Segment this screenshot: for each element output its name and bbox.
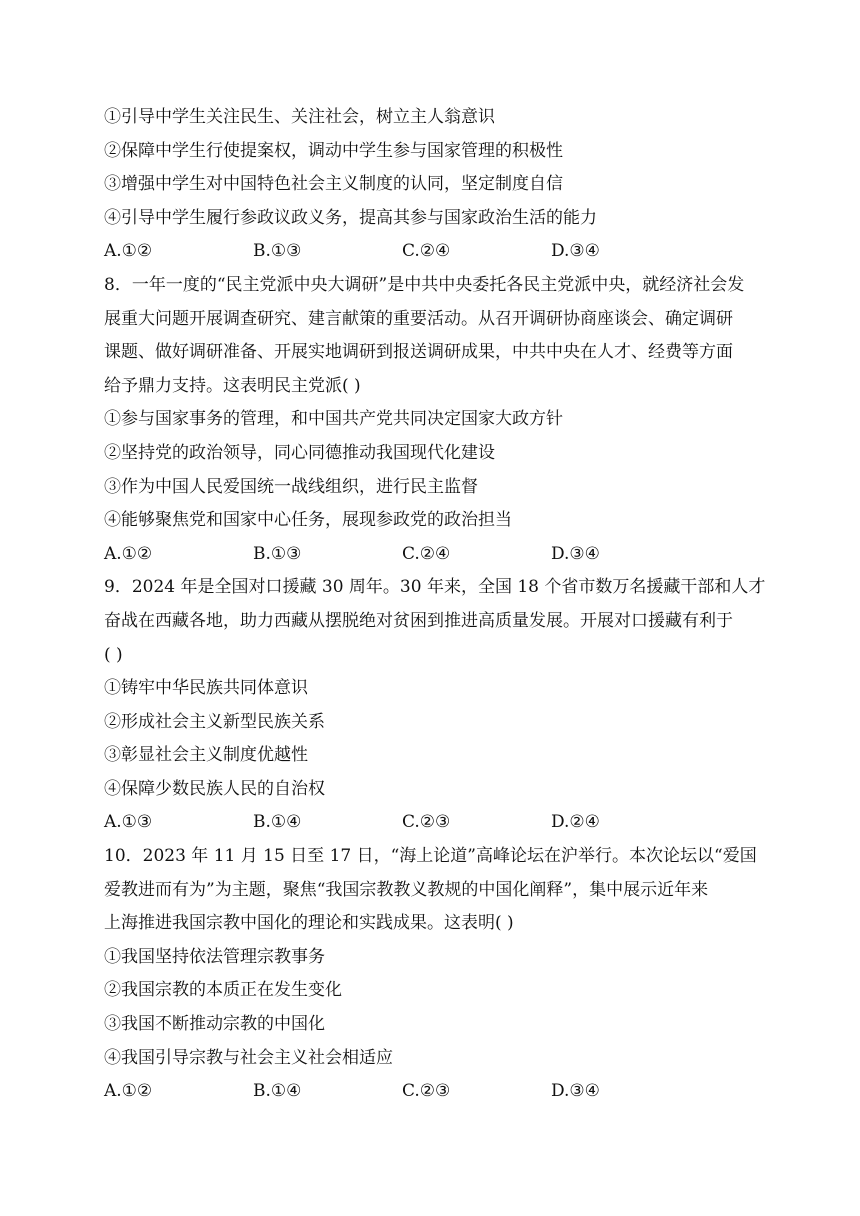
question-stem-line: 奋战在西藏各地，助力西藏从摆脱绝对贫困到推进高质量发展。开展对口援藏有利于 bbox=[104, 610, 733, 631]
statement-4: ④我国引导宗教与社会主义社会相适应 bbox=[104, 1047, 393, 1068]
exam-page bbox=[104, 101, 764, 1109]
answer-options bbox=[104, 1075, 764, 1109]
statement-1: ①参与国家事务的管理，和中国共产党共同决定国家大政方针 bbox=[104, 409, 563, 430]
option-a: A.①③ bbox=[104, 812, 153, 833]
option-c: C.②③ bbox=[402, 812, 451, 833]
option-d: D.③④ bbox=[551, 241, 600, 262]
question-9 bbox=[104, 571, 764, 840]
question-stem-line: 9．2024 年是全国对口援藏 30 周年。30 年来，全国 18 个省市数万名援藏干部和人才 bbox=[104, 577, 766, 598]
statement-3: ③我国不断推动宗教的中国化 bbox=[104, 1014, 325, 1035]
question-7 bbox=[104, 101, 764, 269]
statement-1: ①我国坚持依法管理宗教事务 bbox=[104, 946, 325, 967]
statement-4: ④保障少数民族人民的自治权 bbox=[104, 778, 325, 799]
answer-options bbox=[104, 806, 764, 840]
option-b: B.①③ bbox=[253, 543, 302, 564]
statement-4: ④引导中学生履行参政议政义务，提高其参与国家政治生活的能力 bbox=[104, 207, 597, 228]
option-c: C.②③ bbox=[402, 1081, 451, 1102]
question-8 bbox=[104, 269, 764, 571]
option-d: D.②④ bbox=[551, 812, 600, 833]
question-stem-line: 8．一年一度的“民主党派中央大调研”是中共中央委托各民主党派中央，就经济社会发 bbox=[104, 274, 745, 295]
answer-options bbox=[104, 538, 764, 572]
statement-2: ②我国宗教的本质正在发生变化 bbox=[104, 980, 342, 1001]
question-10 bbox=[104, 840, 764, 1109]
question-stem-line: 上海推进我国宗教中国化的理论和实践成果。这表明( ) bbox=[104, 913, 514, 934]
statement-1: ①铸牢中华民族共同体意识 bbox=[104, 678, 308, 699]
option-c: C.②④ bbox=[402, 241, 451, 262]
statement-3: ③增强中学生对中国特色社会主义制度的认同，坚定制度自信 bbox=[104, 174, 563, 195]
option-b: B.①④ bbox=[253, 812, 302, 833]
question-stem-line: 10．2023 年 11 月 15 日至 17 日，“海上论道”高峰论坛在沪举行。本次论坛以“爱国 bbox=[104, 846, 757, 867]
question-stem-line: ( ) bbox=[104, 644, 123, 665]
question-stem-line: 给予鼎力支持。这表明民主党派( ) bbox=[104, 375, 361, 396]
option-d: D.③④ bbox=[551, 1081, 600, 1102]
statement-2: ②坚持党的政治领导，同心同德推动我国现代化建设 bbox=[104, 442, 495, 463]
option-b: B.①④ bbox=[253, 1081, 302, 1102]
option-a: A.①② bbox=[104, 241, 153, 262]
option-b: B.①③ bbox=[253, 241, 302, 262]
option-a: A.①② bbox=[104, 1081, 153, 1102]
question-stem-line: 展重大问题开展调查研究、建言献策的重要活动。从召开调研协商座谈会、确定调研 bbox=[104, 308, 733, 329]
statement-1: ①引导中学生关注民生、关注社会，树立主人翁意识 bbox=[104, 107, 495, 127]
option-c: C.②④ bbox=[402, 543, 451, 564]
statement-2: ②形成社会主义新型民族关系 bbox=[104, 711, 325, 732]
statement-3: ③作为中国人民爱国统一战线组织，进行民主监督 bbox=[104, 476, 478, 497]
statement-2: ②保障中学生行使提案权，调动中学生参与国家管理的积极性 bbox=[104, 140, 563, 161]
question-stem-line: 课题、做好调研准备、开展实地调研到报送调研成果，中共中央在人才、经费等方面 bbox=[104, 342, 733, 363]
statement-3: ③彰显社会主义制度优越性 bbox=[104, 745, 308, 766]
answer-options bbox=[104, 235, 764, 269]
question-stem-line: 爱教进而有为”为主题，聚焦“我国宗教教义教规的中国化阐释”，集中展示近年来 bbox=[104, 879, 709, 900]
statement-4: ④能够聚焦党和国家中心任务，展现参政党的政治担当 bbox=[104, 510, 512, 531]
option-a: A.①② bbox=[104, 543, 153, 564]
option-d: D.③④ bbox=[551, 543, 600, 564]
